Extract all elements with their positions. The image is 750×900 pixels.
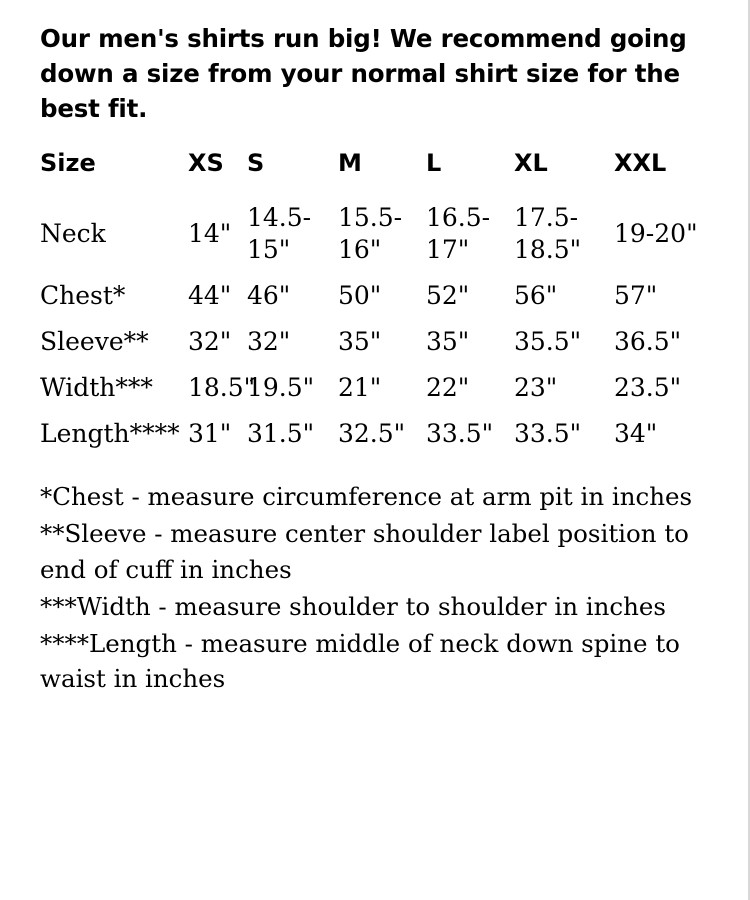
cell-neck-s: 14.5-15" [247,203,312,265]
size-chart-table [40,144,708,457]
note-sleeve: **Sleeve - measure center shoulder label position to end of cuff in inches [40,519,689,584]
column-header-xxl: XXL [614,149,667,178]
intro-heading: Our men's shirts run big! We recommend going down a size from your normal shirt size for the best fit. [40,24,687,123]
table-row [40,273,708,319]
cell-length-l: 33.5" [426,419,494,449]
row-label-length: Length**** [40,419,180,449]
cell-chest-l: 52" [426,281,470,311]
cell-width-xl: 23" [514,373,558,403]
cell-chest-m: 50" [338,281,382,311]
row-label-neck: Neck [40,219,106,249]
cell-sleeve-xxl: 36.5" [614,327,682,357]
cell-sleeve-xl: 35.5" [514,327,582,357]
cell-width-xxl: 23.5" [614,373,682,403]
cell-width-l: 22" [426,373,470,403]
column-header-size: Size [40,149,96,178]
cell-chest-xxl: 57" [614,281,658,311]
cell-length-xs: 31" [188,419,232,449]
table-row [40,411,708,457]
table-row [40,319,708,365]
cell-chest-s: 46" [247,281,291,311]
column-header-s: S [247,149,265,178]
cell-length-xl: 33.5" [514,419,582,449]
note-chest: *Chest - measure circumference at arm pit in inches [40,482,693,512]
cell-neck-xl: 17.5-18.5" [514,203,582,265]
note-length: ****Length - measure middle of neck down spine to waist in inches [40,629,680,694]
cell-width-m: 21" [338,373,382,403]
cell-neck-xs: 14" [188,219,232,249]
cell-neck-xxl: 19-20" [614,219,698,249]
cell-sleeve-s: 32" [247,327,291,357]
cell-length-m: 32.5" [338,419,406,449]
table-row [40,195,708,273]
cell-width-s: 19.5" [247,373,315,403]
cell-chest-xs: 44" [188,281,232,311]
note-width: ***Width - measure shoulder to shoulder in inches [40,591,666,621]
row-label-sleeve: Sleeve** [40,327,149,357]
cell-width-xs: 18.5" [188,373,256,403]
row-label-width: Width*** [40,373,153,403]
cell-neck-l: 16.5-17" [426,203,491,265]
column-header-m: M [338,149,362,178]
cell-chest-xl: 56" [514,281,558,311]
table-row [40,365,708,411]
cell-sleeve-m: 35" [338,327,382,357]
column-header-xl: XL [514,149,548,178]
cell-length-s: 31.5" [247,419,315,449]
cell-length-xxl: 34" [614,419,658,449]
column-header-xs: XS [188,149,224,178]
cell-neck-m: 15.5-16" [338,203,403,265]
table-header-row [40,144,708,195]
cell-sleeve-l: 35" [426,327,470,357]
column-header-l: L [426,149,442,178]
row-label-chest: Chest* [40,281,126,311]
measurement-notes [40,479,710,697]
cell-sleeve-xs: 32" [188,327,232,357]
